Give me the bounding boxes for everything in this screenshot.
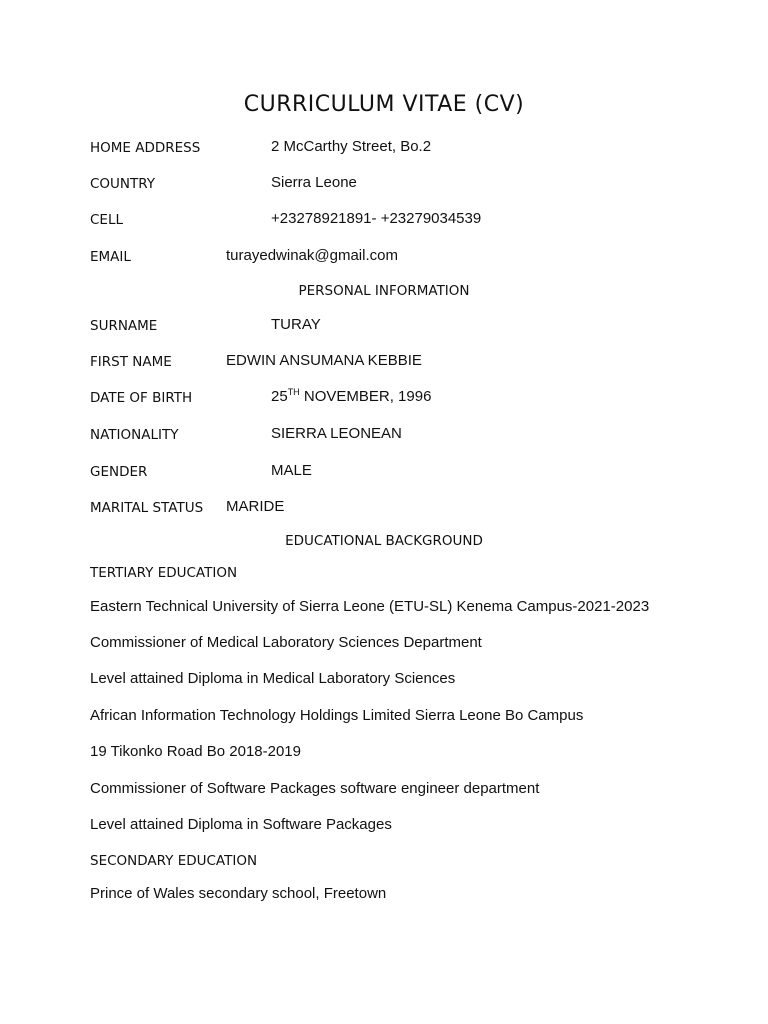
dob-rest: NOVEMBER, 1996	[299, 388, 432, 405]
dob-day: 25	[271, 388, 288, 405]
email-label: EMAIL	[90, 249, 131, 265]
page-title: CURRICULUM VITAE (CV)	[243, 92, 525, 117]
cell-value: +23278921891- +23279034539	[271, 210, 482, 227]
personal-info-heading: PERSONAL INFORMATION	[298, 283, 470, 299]
education-heading: EDUCATIONAL BACKGROUND	[285, 533, 483, 549]
education-line: Level attained Diploma in Medical Laboratory Sciences	[90, 670, 456, 687]
first-name-value: EDWIN ANSUMANA KEBBIE	[226, 352, 422, 369]
secondary-education-line: Prince of Wales secondary school, Freetown	[90, 885, 387, 902]
country-value: Sierra Leone	[271, 174, 357, 191]
home-address-value: 2 McCarthy Street, Bo.2	[271, 138, 432, 155]
surname-value: TURAY	[271, 316, 321, 333]
education-line: Commissioner of Software Packages software engineer department	[90, 780, 540, 797]
gender-label: GENDER	[90, 464, 148, 480]
email-value: turayedwinak@gmail.com	[226, 247, 398, 264]
education-line: 19 Tikonko Road Bo 2018-2019	[90, 743, 301, 760]
nationality-label: NATIONALITY	[90, 427, 179, 443]
cell-label: CELL	[90, 212, 123, 228]
dob-label: DATE OF BIRTH	[90, 390, 193, 406]
secondary-education-label: SECONDARY EDUCATION	[90, 853, 258, 869]
education-line: Commissioner of Medical Laboratory Sciences Department	[90, 634, 482, 651]
dob-suffix: TH	[287, 387, 300, 397]
education-line: Eastern Technical University of Sierra Leone (ETU-SL) Kenema Campus-2021-2023	[90, 598, 650, 615]
marital-status-label: MARITAL STATUS	[90, 500, 204, 516]
country-label: COUNTRY	[90, 176, 156, 192]
first-name-label: FIRST NAME	[90, 354, 172, 370]
dob-value	[271, 388, 431, 405]
tertiary-education-label: TERTIARY EDUCATION	[90, 565, 238, 581]
gender-value: MALE	[271, 462, 312, 479]
education-line: African Information Technology Holdings Limited Sierra Leone Bo Campus	[90, 707, 584, 724]
education-line: Level attained Diploma in Software Packages	[90, 816, 392, 833]
surname-label: SURNAME	[90, 318, 158, 334]
nationality-value: SIERRA LEONEAN	[271, 425, 402, 442]
home-address-label: HOME ADDRESS	[90, 140, 201, 156]
marital-status-value: MARIDE	[226, 498, 285, 515]
